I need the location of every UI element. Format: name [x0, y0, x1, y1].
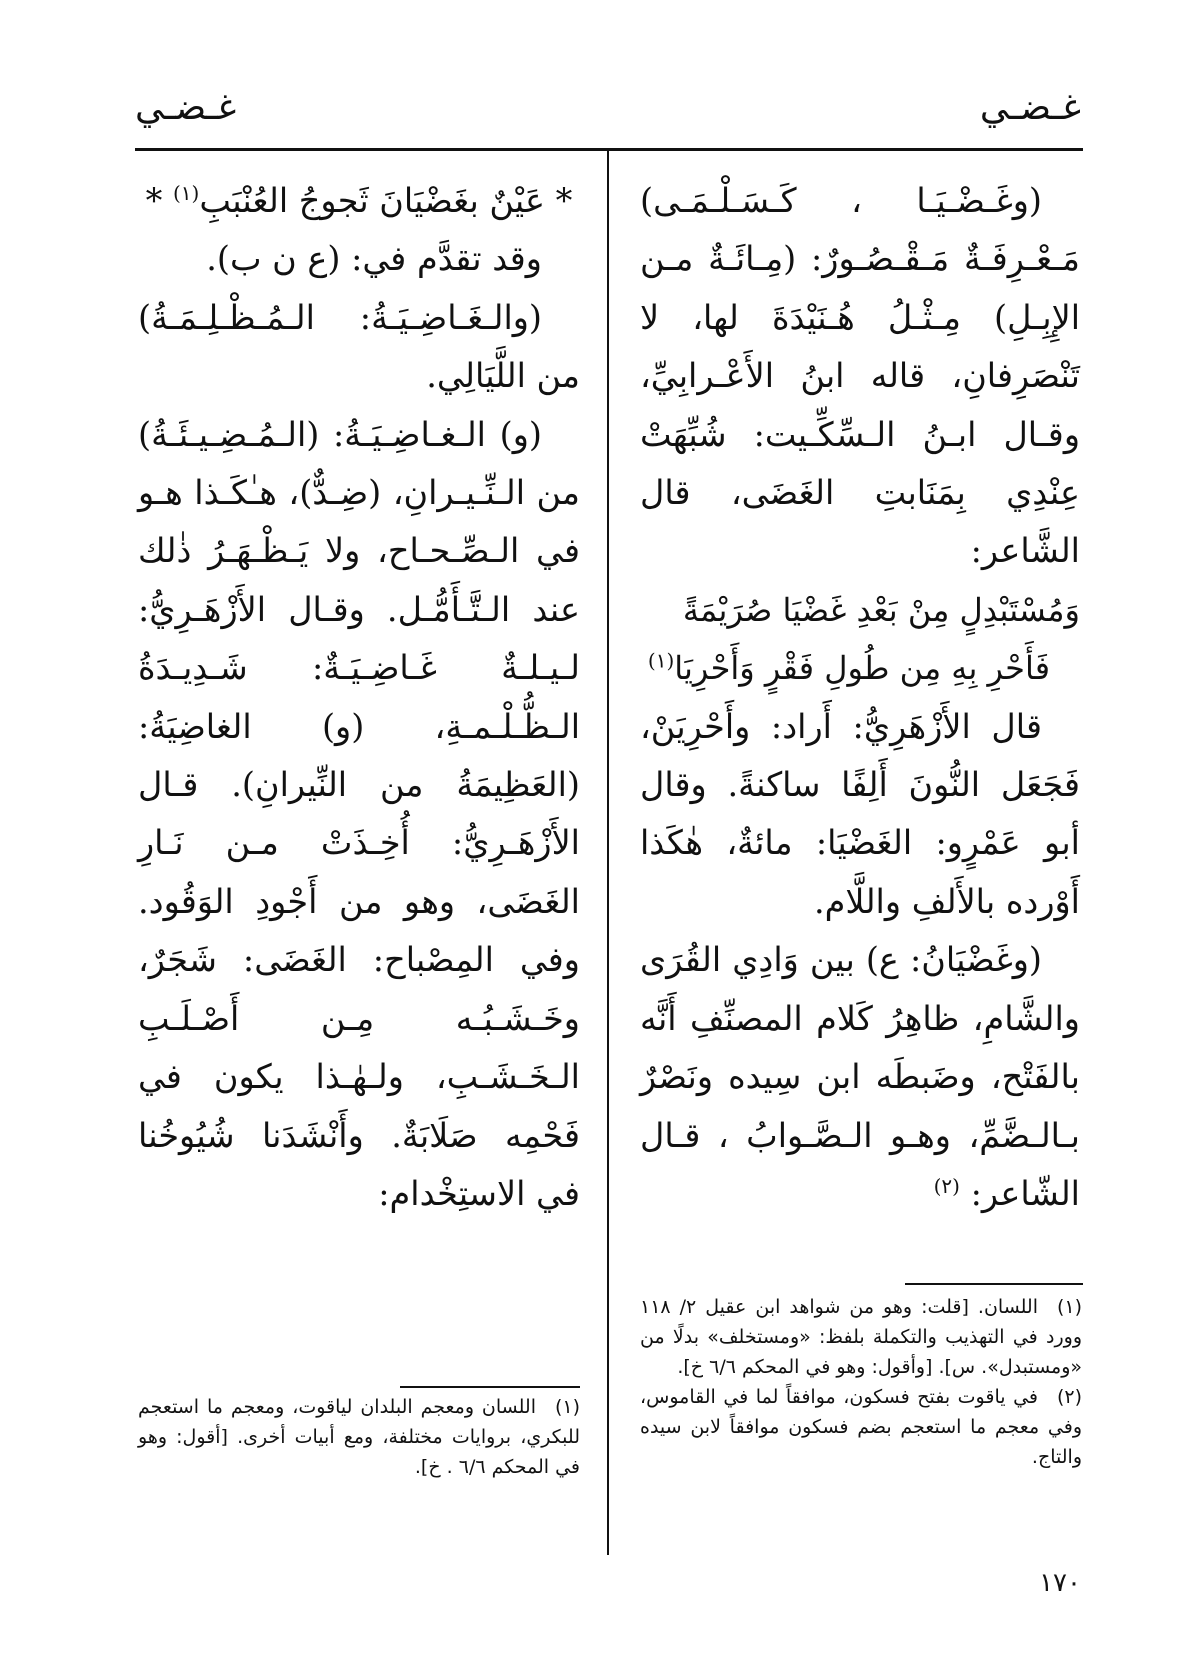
paragraph-ghadyan: (وغَضْيَانُ: ع) بين وَادِي القُرَى والشَّامِ، ظاهِرُ كَلام المصنِّفِ أَنَّه بالفَتْح، وضَبطَه ابن سِيده ونَصْرٌ بـالـضَّمِّ، وهـو الـصَّـوابُ ، قـال الشّاعر: $^{(٢)}$	[640, 940, 1080, 1213]
verse-hemistich: * عَيْنٌ بغَضْيَانَ ثَجوجُ العُنْبَبِ$^{(١)}$ *	[145, 180, 573, 220]
header-rule	[135, 148, 1083, 151]
page-number: ١٧٠	[1039, 1568, 1081, 1598]
running-header-left: غـضـي	[135, 87, 237, 128]
footnote-right-2: (٢)في ياقوت بفتح فسكون، موافقاً لما في القاموس، وفي معجم ما استعجم بضم فسكون موافقاً لابن سيده والتاج.	[640, 1386, 1082, 1468]
paragraph-ghadiya-bright: (و) الـغـاضِـيَـةُ: (الـمُـضِـيـئَـةُ) من الـنِّـيـرانِ، (ضِـدٌّ)، هـٰكَـذا هـو في الـصِّـحـاح، ولا يَـظْـهَـرُ ذٰلك عند الـتَّـأَمُّـل. وقـال الأَزْهَـرِيُّ: لـيـلـةٌ غَـاضِـيَـةٌ: شَـدِيـدَةُ الـظُّـلْـمـةِ، (و) الغاضِيَةُ: (العَظِيمَةُ من النِّيرانِ). قـال الأَزْهَـرِيُّ: أُخِـذَتْ مـن نَـارِ الغَضَى، وهو من أَجْودِ الوَقُود. وفي المِصْباح: الغَضَى: شَجَرٌ، وخَـشَـبُـه مِـن أَصْـلَـبِ الـخَـشَـبِ، ولـهٰـذا يكون في فَحْمِه صَلَابَةٌ. وأَنْشَدَنا شُيُوخُنا في الاستِخْدام:	[138, 414, 580, 1213]
footnote-rule-right	[905, 1283, 1083, 1285]
right-column	[640, 172, 1080, 1223]
footnote-ref-1: (١)	[647, 648, 675, 673]
footnotes-left	[138, 1392, 580, 1482]
paragraph-ghadiya-dark: (والـغَـاضِـيَـةُ: الـمُـظْـلِـمَـةُ) من اللَّيَالِي.	[138, 297, 580, 396]
running-header-right: غـضـي	[979, 87, 1081, 128]
footnotes-right	[640, 1292, 1082, 1472]
paragraph-ghadya: (وغَـضْـيَـا ، كَـسَـلْـمَـى) مَـعْـرِفَـةٌ مَـقْـصُـورٌ: (مِـائَـةٌ مـن الإِبِـلِ) مِـثْـلُ هُـنَيْدَةَ لها، لا تَنْصَرِفانِ، قاله ابنُ الأَعْـرابِيِّ، وقـال ابـنُ الـسِّكِّـيت: شُبِّهَتْ عِنْدِي بِمَنَابتِ الغَضَى، قال الشَّاعر:	[640, 181, 1080, 571]
footnote-ref-2: (٢)	[933, 1173, 960, 1198]
footnote-left-1: (١)اللسان ومعجم البلدان لياقوت، ومعجم ما استعجم للبكري، بروايات مختلفة، ومع أبيات أخرى. [أقول: وهو في المحكم ٦/٦ . خ].	[138, 1396, 580, 1478]
footnote-ref-left-1: (١)	[172, 180, 200, 205]
cross-reference: وقد تقدَّم في: (ع ن ب).	[206, 239, 542, 279]
paragraph-azhari: قال الأَزْهَرِيُّ: أَراد: وأَحْرِيَنْ، فَجَعَل النُّونَ أَلِفًا ساكنةً. وقال أبو عَمْرٍو: الغَضْيَا: مائةٌ، هٰكَذا أَوْرده بالأَلفِ واللَّام.	[640, 706, 1080, 921]
footnote-right-1: (١)اللسان. [قلت: وهو من شواهد ابن عقيل ٢/ ١١٨ وورد في التهذيب والتكملة بلفظ: «ومستخلف» بدلًا من «ومستبدل». س]. [وأقول: وهو في المحكم ٦/٦ خ].	[640, 1296, 1083, 1378]
left-column	[138, 172, 580, 1223]
verse-line-1: وَمُسْتَبْدِلٍ مِنْ بَعْدِ غَضْيَا صُرَيْمَةً	[682, 590, 1080, 629]
column-divider	[607, 150, 609, 1555]
verse-line-2: فَأَحْرِ بِهِ مِن طُولِ فَقْرٍ وَأَحْرِيَا$^{(١)}$	[647, 648, 1050, 688]
footnote-rule-left	[400, 1386, 580, 1388]
